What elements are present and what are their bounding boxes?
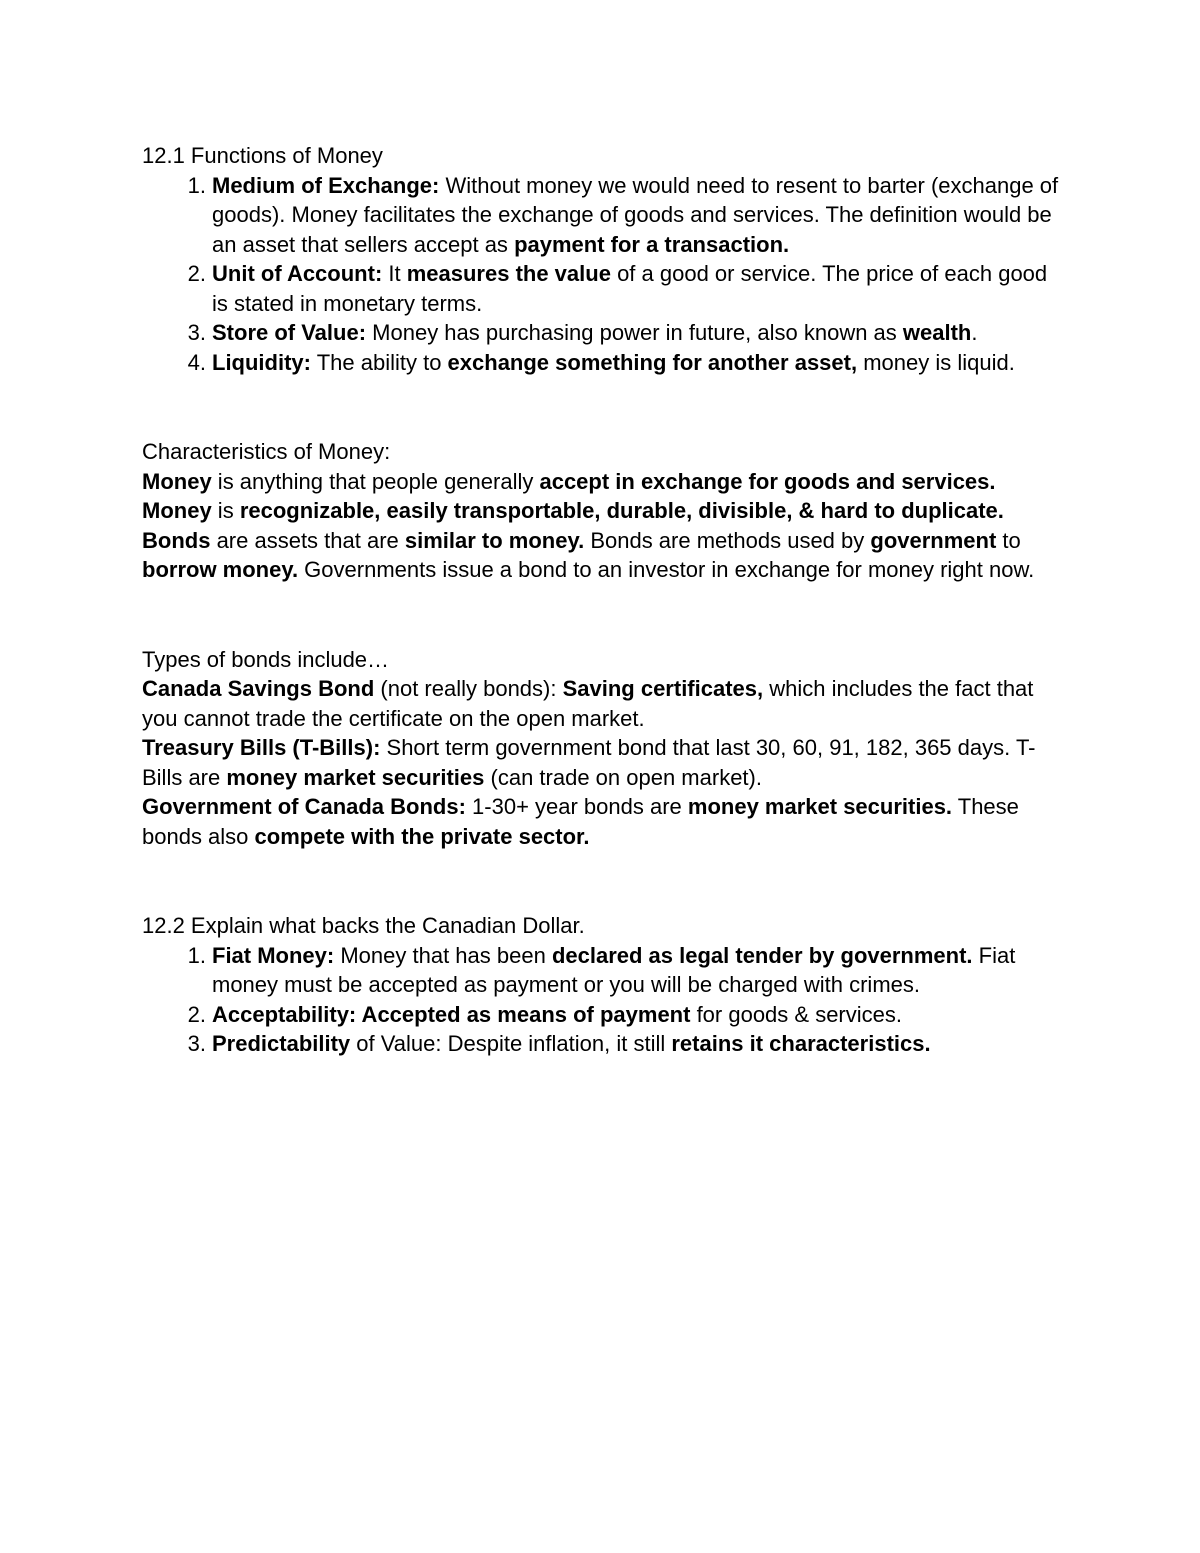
text: which includes the fact that you cannot trade the certificate on the open market. (142, 676, 1034, 731)
list-item (142, 1000, 1062, 1030)
term: Unit of Account: (212, 261, 383, 286)
emphasis: government (870, 527, 997, 553)
paragraph-bonds (142, 526, 1062, 585)
emphasis: accept in exchange for goods and services. (539, 468, 996, 494)
paragraph-canada-savings-bond (142, 674, 1062, 733)
emphasis: borrow money. (142, 557, 299, 582)
text: for goods & services. (690, 1001, 902, 1027)
term: Predictability (212, 1031, 351, 1056)
term: Fiat Money: (212, 942, 335, 968)
text: (not really bonds): (374, 676, 563, 701)
emphasis: Bonds (142, 527, 211, 553)
functions-list (142, 171, 1062, 378)
emphasis: similar to money. (404, 527, 585, 553)
term: Store of Value: (212, 320, 367, 345)
text: Governments issue a bond to an investor in exchange for money right now. (298, 557, 1035, 582)
text: The ability to (310, 349, 448, 375)
text: These bonds also (142, 794, 1019, 849)
text: money is liquid. (857, 349, 1015, 375)
emphasis: Money (142, 498, 212, 523)
list-number: 4. (187, 349, 206, 375)
emphasis: money market securities. (687, 794, 953, 819)
text: of a good or service. The price of each good is stated in monetary terms. (212, 261, 1048, 316)
list-item (142, 318, 1062, 348)
text: Money has purchasing power in future, also known as (366, 320, 903, 345)
text: (can trade on open market). (484, 764, 762, 790)
emphasis: recognizable, easily transportable, durable, divisible, & hard to duplicate. (239, 498, 1004, 523)
emphasis: compete with the private sector. (254, 823, 590, 849)
list-item (142, 941, 1062, 1000)
list-number: 2. (187, 261, 206, 286)
section-title-types-of-bonds: Types of bonds include… (142, 646, 390, 672)
text: Without money we would need to resent to barter (exchange of goods). Money facilitates the exchange of goods and services. The definition would be an asset that sellers accept as (212, 172, 1059, 257)
text: to (996, 527, 1021, 553)
text: Short term government bond that last 30, 60, 91, 182, 365 days. T-Bills are (142, 735, 1036, 790)
list-item (142, 348, 1062, 378)
list-number: 3. (187, 320, 206, 345)
emphasis: declared as legal tender by government. (551, 942, 973, 968)
list-number: 3. (187, 1031, 206, 1056)
list-item (142, 171, 1062, 260)
canadian-dollar-list (142, 941, 1062, 1059)
term: Acceptability: Accepted as means of payment (212, 1001, 691, 1027)
paragraph-government-of-canada-bonds (142, 792, 1062, 851)
term: Medium of Exchange: (212, 172, 440, 198)
text: is anything that people generally (211, 468, 540, 494)
list-number: 1. (187, 942, 206, 968)
paragraph-treasury-bills (142, 733, 1062, 792)
emphasis: Money (142, 468, 212, 494)
emphasis: Government of Canada Bonds: (142, 794, 466, 819)
emphasis: money market securities (226, 764, 485, 790)
section-title-functions-of-money: 12.1 Functions of Money (142, 143, 383, 168)
paragraph-money-properties (142, 496, 1062, 526)
emphasis: wealth (902, 320, 972, 345)
section-title-characteristics: Characteristics of Money: (142, 439, 391, 464)
list-number: 2. (187, 1001, 206, 1027)
text: of Value: Despite inflation, it still (350, 1031, 672, 1056)
text: Money that has been (334, 942, 552, 968)
text: Fiat money must be accepted as payment or you will be charged with crimes. (212, 942, 1016, 997)
paragraph-money-definition (142, 467, 1062, 497)
text: . (971, 320, 978, 345)
text: It (382, 261, 407, 286)
emphasis: measures the value (406, 261, 611, 286)
text: are assets that are (210, 527, 405, 553)
text: 1-30+ year bonds are (465, 794, 688, 819)
term: Liquidity: (212, 349, 311, 375)
emphasis: Saving certificates, (562, 676, 764, 701)
list-item (142, 1029, 1062, 1059)
section-title-canadian-dollar: 12.2 Explain what backs the Canadian Dollar. (142, 913, 585, 938)
emphasis: retains it characteristics. (671, 1031, 931, 1056)
document-page (142, 141, 1062, 1059)
list-item (142, 259, 1062, 318)
text: Bonds are methods used by (584, 527, 871, 553)
emphasis: payment for a transaction. (514, 231, 790, 257)
emphasis: exchange something for another asset, (447, 349, 858, 375)
text: is (211, 498, 240, 523)
emphasis: Treasury Bills (T-Bills): (142, 735, 381, 760)
list-number: 1. (187, 172, 206, 198)
emphasis: Canada Savings Bond (142, 676, 375, 701)
